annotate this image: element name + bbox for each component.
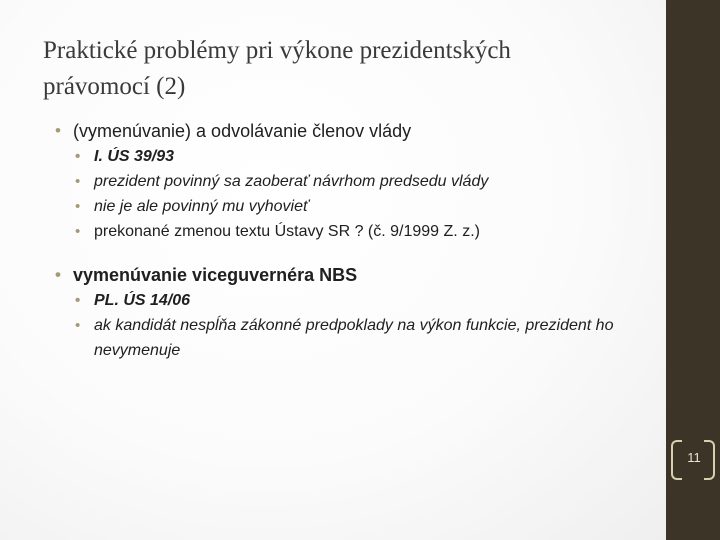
sub-bullet: • ak kandidát nespĺňa zákonné predpoklady na výkon funkcie, prezident ho nevymenuje (75, 313, 655, 363)
page-number-badge (676, 440, 720, 480)
slide-title-line1: Praktické problémy pri výkone prezidentských (43, 37, 511, 64)
slide-title-line2: právomocí (2) (43, 73, 186, 100)
sub-bullet: • prekonané zmenou textu Ústavy SR ? (č. 9/1999 Z. z.) (75, 219, 655, 244)
sub-bullet-case-ref: • PL. ÚS 14/06 (75, 288, 655, 313)
bullet-item-vice-governor: • vymenúvanie viceguvernéra NBS (55, 262, 655, 288)
slide-title (43, 33, 653, 105)
sub-bullet: • nie je ale povinný mu vyhovieť (75, 194, 655, 219)
page-number: 11 (687, 450, 701, 465)
bullet-item-ministers: • (vymenúvanie) a odvolávanie členov vlády (55, 118, 655, 144)
left-bracket-icon (671, 440, 682, 480)
bullet-list (55, 118, 655, 363)
sub-bullet: • prezident povinný sa zaoberať návrhom predsedu vlády (75, 169, 655, 194)
sub-bullet-case-ref: • I. ÚS 39/93 (75, 144, 655, 169)
right-bracket-icon (704, 440, 715, 480)
